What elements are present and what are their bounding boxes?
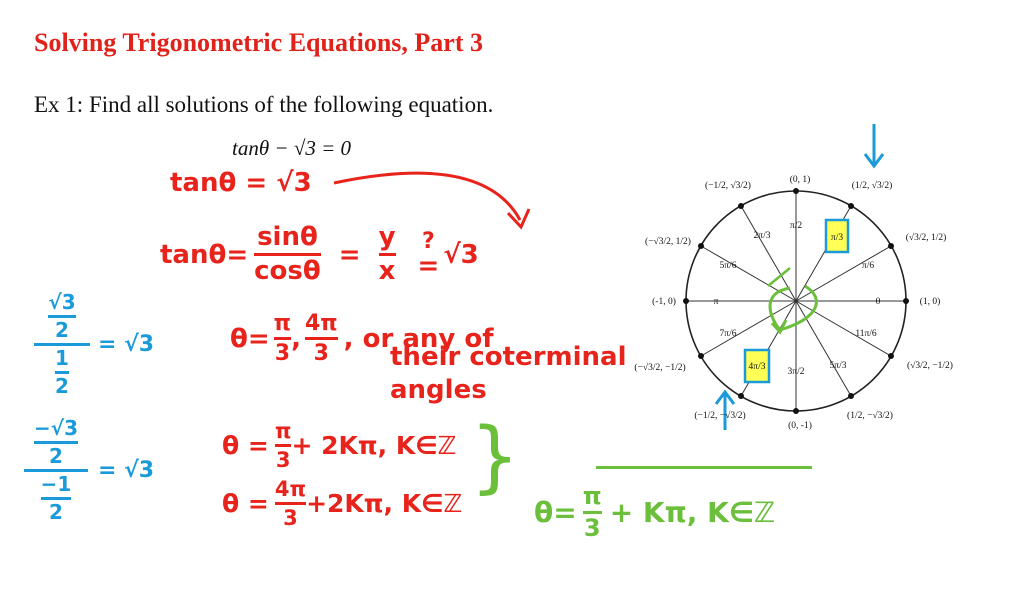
angle-pi-6: π/6 xyxy=(861,261,875,271)
frac-den: 3 xyxy=(583,514,601,543)
work-line-2 xyxy=(160,224,479,286)
theta-eq: θ = xyxy=(222,431,269,461)
coord-q4b: (√3/2, −1/2) xyxy=(907,361,953,371)
coterminal-text: their coterminal xyxy=(390,342,627,372)
equals-root3: = √3 xyxy=(98,332,155,357)
angle-2pi-3: 2π/3 xyxy=(753,231,771,241)
frac-num: π xyxy=(273,311,292,336)
angles-text: angles xyxy=(390,375,487,405)
or-any-of-text: , or any of xyxy=(343,323,494,354)
page-title: Solving Trigonometric Equations, Part 3 xyxy=(34,28,483,57)
frac-den: 2 xyxy=(55,318,69,342)
bottom-fraction xyxy=(41,474,72,523)
down-arrow-icon xyxy=(865,124,883,166)
general-solution-1 xyxy=(222,420,457,471)
sin-numerator: sinθ xyxy=(257,222,318,252)
coord-q4a: (1/2, −√3/2) xyxy=(847,411,893,421)
equals-2: = xyxy=(417,250,440,281)
plus-kpi: + Kπ, K∈ℤ xyxy=(609,496,776,530)
plus-2kpi: + 2Kπ, K∈ℤ xyxy=(291,431,457,461)
x-denominator: x xyxy=(378,256,396,287)
theta-eq: θ = xyxy=(222,489,269,519)
angle-pi-2: π/2 xyxy=(789,221,803,231)
coord-q2b: (−√3/2, 1/2) xyxy=(645,237,691,247)
plus-2kpi: +2Kπ, K∈ℤ xyxy=(306,489,463,519)
work-line-1: tanθ = √3 xyxy=(170,168,312,198)
angle-11pi-6: 11π/6 xyxy=(855,329,877,339)
top-fraction xyxy=(48,292,75,341)
sin-cos-fraction xyxy=(254,224,321,286)
question-mark: ? xyxy=(422,228,435,254)
coord-q1b: (√3/2, 1/2) xyxy=(905,233,947,243)
coord-q3b: (−1/2, −√3/2) xyxy=(694,411,746,421)
bottom-fraction xyxy=(55,348,69,397)
angle-pi: π xyxy=(713,297,719,307)
frac-den: 3 xyxy=(283,506,298,531)
equals-root3: = √3 xyxy=(98,458,155,483)
blue-check-1 xyxy=(34,292,154,397)
question-equals xyxy=(417,228,440,281)
final-answer xyxy=(534,484,775,541)
frac-num: π xyxy=(274,419,292,443)
frac-den: 2 xyxy=(49,500,63,524)
comma: , xyxy=(291,323,301,354)
problem-prompt: Ex 1: Find all solutions of the following equation. xyxy=(34,92,494,117)
frac-num: 1 xyxy=(55,346,69,370)
frac-den: 2 xyxy=(49,444,63,468)
frac-den: 3 xyxy=(274,341,291,367)
frac-den: 2 xyxy=(55,374,69,398)
frac-den: 3 xyxy=(275,448,291,473)
pi-over-3 xyxy=(583,484,602,541)
theta-eq: θ= xyxy=(534,496,577,530)
cos-denominator: cosθ xyxy=(254,256,321,287)
coord-q1a: (1/2, √3/2) xyxy=(851,181,893,191)
4pi-over-3 xyxy=(305,312,338,365)
top-fraction xyxy=(34,418,78,467)
problem-equation: tanθ − √3 = 0 xyxy=(232,136,352,160)
angle-0: 0 xyxy=(875,297,881,307)
y-numerator: y xyxy=(378,222,396,252)
angle-pi-3: π/3 xyxy=(830,233,844,243)
frac-num: 4π xyxy=(274,477,307,501)
brace: } xyxy=(470,412,520,502)
frac-num: 4π xyxy=(304,311,338,336)
compound-fraction-1 xyxy=(34,292,90,397)
frac-num: −1 xyxy=(40,472,72,496)
frac-num: π xyxy=(582,482,602,510)
4pi-over-3 xyxy=(275,478,306,529)
angle-5pi-6: 5π/6 xyxy=(719,261,737,271)
coord-q3a: (−√3/2, −1/2) xyxy=(634,363,686,373)
compound-fraction-2 xyxy=(24,418,88,523)
coord-bottom: (0, -1) xyxy=(788,421,812,431)
general-solution-2 xyxy=(222,478,462,529)
angle-5pi-3: 5π/3 xyxy=(829,361,847,371)
angle-7pi-6: 7π/6 xyxy=(719,329,737,339)
coord-left: (-1, 0) xyxy=(652,297,676,307)
pi-over-3 xyxy=(274,312,291,365)
coord-q2a: (−1/2, √3/2) xyxy=(705,181,751,191)
frac-den: 3 xyxy=(313,341,329,367)
y-over-x-fraction xyxy=(379,224,396,286)
angle-3pi-2: 3π/2 xyxy=(787,367,805,377)
blue-check-2 xyxy=(24,418,154,523)
pi-over-3 xyxy=(275,420,292,471)
coord-right: (1, 0) xyxy=(919,297,941,307)
theta-label: θ= xyxy=(230,323,270,354)
angle-4pi-3: 4π/3 xyxy=(748,362,766,372)
frac-num: √3 xyxy=(48,290,76,314)
equals-1: = xyxy=(338,239,361,270)
tan-lhs: tanθ= xyxy=(160,239,249,270)
green-divider xyxy=(596,466,812,469)
frac-num: −√3 xyxy=(33,416,78,440)
unit-circle-diagram xyxy=(620,118,1020,438)
root3-result: √3 xyxy=(443,239,479,270)
coord-top: (0, 1) xyxy=(789,175,811,185)
